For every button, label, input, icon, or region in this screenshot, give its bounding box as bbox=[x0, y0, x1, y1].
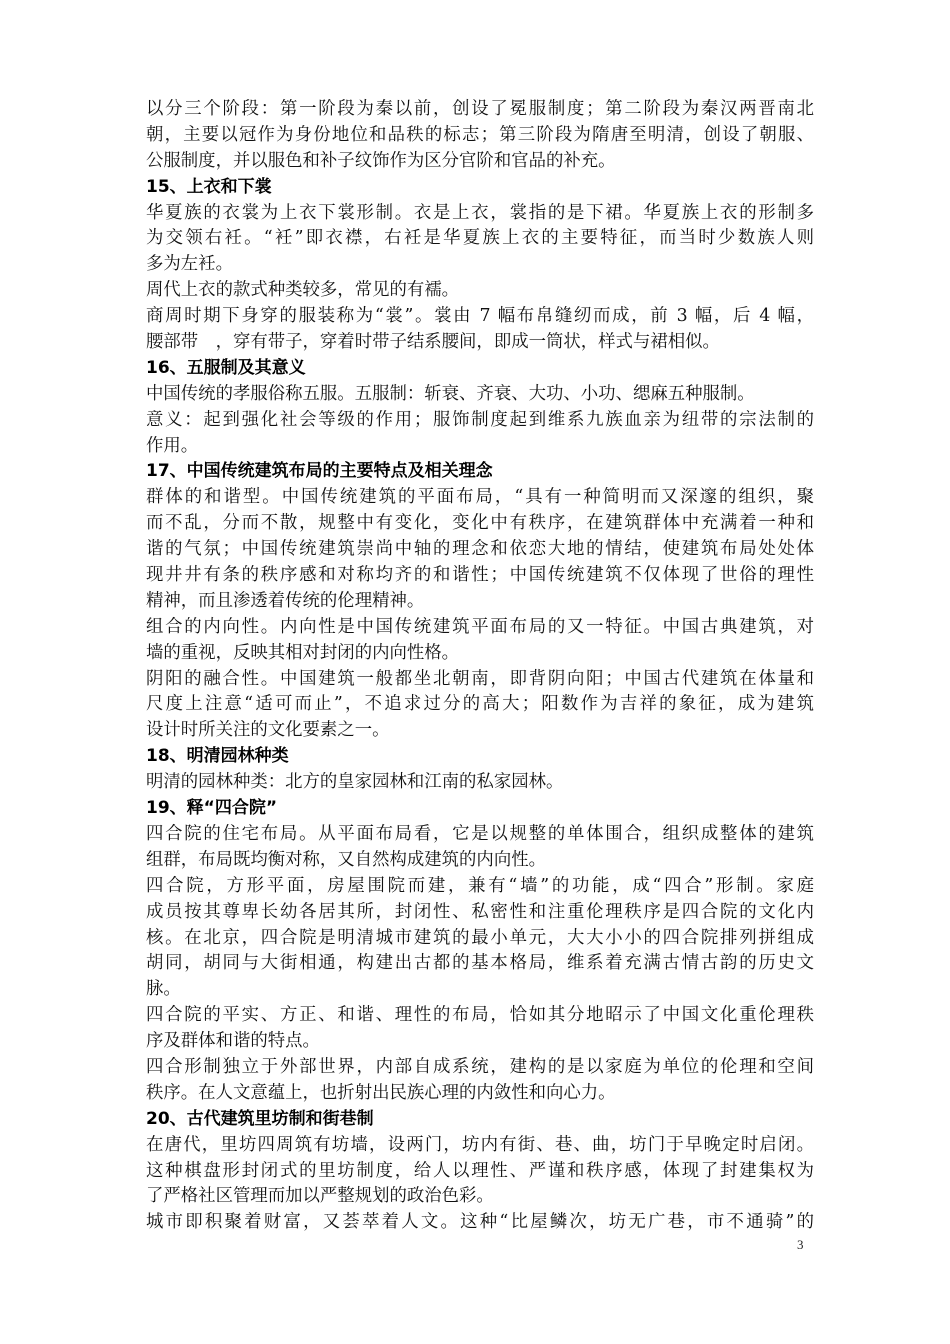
section-heading: 19、释“四合院” bbox=[146, 798, 278, 819]
paragraph bbox=[146, 822, 814, 874]
text-line: 谐的气氛；中国传统建筑崇尚中轴的理念和依恋大地的情结，使建筑布局处处体 bbox=[146, 539, 814, 560]
paragraph bbox=[146, 874, 814, 1003]
text-line: 脉。 bbox=[146, 979, 181, 1000]
text-line: 公服制度，并以服色和补子纹饰作为区分官阶和官品的补充。 bbox=[146, 150, 616, 171]
paragraph bbox=[146, 770, 814, 796]
text-line: 秩序。在人文意蕴上，也折射出民族心理的内敛性和向心力。 bbox=[146, 1082, 616, 1103]
text-line: 设计时所关注的文化要素之一。 bbox=[146, 720, 390, 741]
paragraph bbox=[146, 382, 814, 408]
section-heading: 16、五服制及其意义 bbox=[146, 357, 306, 378]
paragraph bbox=[146, 667, 814, 745]
paragraph bbox=[146, 1210, 814, 1236]
text-line: 成员按其尊卑长幼各居其所，封闭性、私密性和注重伦理秩序是四合院的文化内 bbox=[146, 901, 814, 922]
text-line: 墙的重视，反映其相对封闭的内向性格。 bbox=[146, 642, 460, 663]
text-line: 群体的和谐型。中国传统建筑的平面布局，“具有一种简明而又深邃的组织，聚 bbox=[146, 487, 814, 508]
paragraph bbox=[146, 1003, 814, 1055]
text-line: 组合的内向性。内向性是中国传统建筑平面布局的又一特征。中国古典建筑，对 bbox=[146, 616, 814, 637]
text-line: 阴阳的融合性。中国建筑一般都坐北朝南，即背阴向阳；中国古代建筑在体量和 bbox=[146, 668, 814, 689]
text-line: 胡同，胡同与大街相通，构建出古都的基本格局，维系着充满古情古韵的历史文 bbox=[146, 953, 814, 974]
paragraph bbox=[146, 485, 814, 614]
section-heading: 18、明清园林种类 bbox=[146, 746, 289, 767]
text-line: 朝，主要以冠作为身份地位和品秩的标志；第三阶段为隋唐至明清，创设了朝服、 bbox=[146, 124, 814, 145]
paragraph bbox=[146, 97, 814, 175]
text-line: 四合院的住宅布局。从平面布局看，它是以规整的单体围合，组织成整体的建筑 bbox=[146, 823, 814, 844]
text-line: 了严格社区管理而加以严整规划的政治色彩。 bbox=[146, 1186, 494, 1207]
text-line: 城市即积聚着财富，又荟萃着人文。这种“比屋鳞次，坊无广巷，市不通骑”的 bbox=[146, 1212, 814, 1233]
text-line: 中国传统的孝服俗称五服。五服制：斩衰、齐衰、大功、小功、缌麻五种服制。 bbox=[146, 383, 755, 404]
paragraph bbox=[146, 1055, 814, 1107]
paragraph bbox=[146, 278, 814, 304]
section-heading: 17、中国传统建筑布局的主要特点及相关理念 bbox=[146, 461, 493, 482]
text-line: 现井井有条的秩序感和对称均齐的和谐性；中国传统建筑不仅体现了世俗的理性 bbox=[146, 565, 814, 586]
page-number: 3 bbox=[797, 1237, 804, 1252]
text-line: 以分三个阶段：第一阶段为秦以前，创设了冕服制度；第二阶段为秦汉两晋南北 bbox=[146, 99, 814, 119]
text-line: 明清的园林种类：北方的皇家园林和江南的私家园林。 bbox=[146, 772, 564, 793]
text-line: 尺度上注意“适可而止”，不追求过分的高大；阳数作为吉祥的象征，成为建筑 bbox=[146, 694, 814, 715]
text-line: 核。在北京，四合院是明清城市建筑的最小单元，大大小小的四合院排列拼组成 bbox=[146, 927, 814, 948]
text-line: 意义：起到强化社会等级的作用；服饰制度起到维系九族血亲为纽带的宗法制的 bbox=[146, 409, 814, 430]
text-line: 精神，而且渗透着传统的伦理精神。 bbox=[146, 590, 425, 611]
text-line: 四合形制独立于外部世界，内部自成系统，建构的是以家庭为单位的伦理和空间 bbox=[146, 1056, 814, 1077]
text-line: 在唐代，里坊四周筑有坊墙，设两门，坊内有街、巷、曲，坊门于早晚定时启闭。 bbox=[146, 1134, 814, 1155]
text-line: 四合院的平实、方正、和谐、理性的布局，恰如其分地昭示了中国文化重伦理秩 bbox=[146, 1005, 814, 1026]
section-heading: 15、上衣和下裳 bbox=[146, 176, 272, 197]
paragraph bbox=[146, 201, 814, 279]
text-line: 腰部带 ，穿有带子，穿着时带子结系腰间，即成一筒状，样式与裙相似。 bbox=[146, 332, 720, 353]
text-line: 华夏族的衣裳为上衣下裳形制。衣是上衣，裳指的是下裙。华夏族上衣的形制多 bbox=[146, 202, 814, 223]
text-line: 而不乱，分而不散，规整中有变化，变化中有秩序，在建筑群体中充满着一种和 bbox=[146, 513, 814, 534]
text-line: 序及群体和谐的特点。 bbox=[146, 1031, 320, 1052]
text-line: 周代上衣的款式种类较多，常见的有襦。 bbox=[146, 280, 460, 301]
text-line: 这种棋盘形封闭式的里坊制度，给人以理性、严谨和秩序感，体现了封建集权为 bbox=[146, 1160, 814, 1181]
text-line: 多为左衽。 bbox=[146, 254, 233, 275]
paragraph bbox=[146, 1133, 814, 1211]
paragraph bbox=[146, 615, 814, 667]
section-heading: 20、古代建筑里坊制和街巷制 bbox=[146, 1108, 374, 1129]
text-line: 四合院，方形平面，房屋围院而建，兼有“墙”的功能，成“四合”形制。家庭 bbox=[146, 875, 814, 896]
text-line: 商周时期下身穿的服装称为“裳”。裳由 7 幅布帛缝纫而成，前 3 幅，后 4 幅， bbox=[146, 306, 814, 327]
text-line: 作用。 bbox=[146, 435, 199, 456]
paragraph bbox=[146, 408, 814, 460]
paragraph bbox=[146, 304, 814, 356]
text-line: 组群，布局既均衡对称，又自然构成建筑的内向性。 bbox=[146, 849, 546, 870]
page-body bbox=[146, 97, 814, 1236]
text-line: 为交领右衽。“衽”即衣襟，右衽是华夏族上衣的主要特征，而当时少数族人则 bbox=[146, 228, 814, 249]
